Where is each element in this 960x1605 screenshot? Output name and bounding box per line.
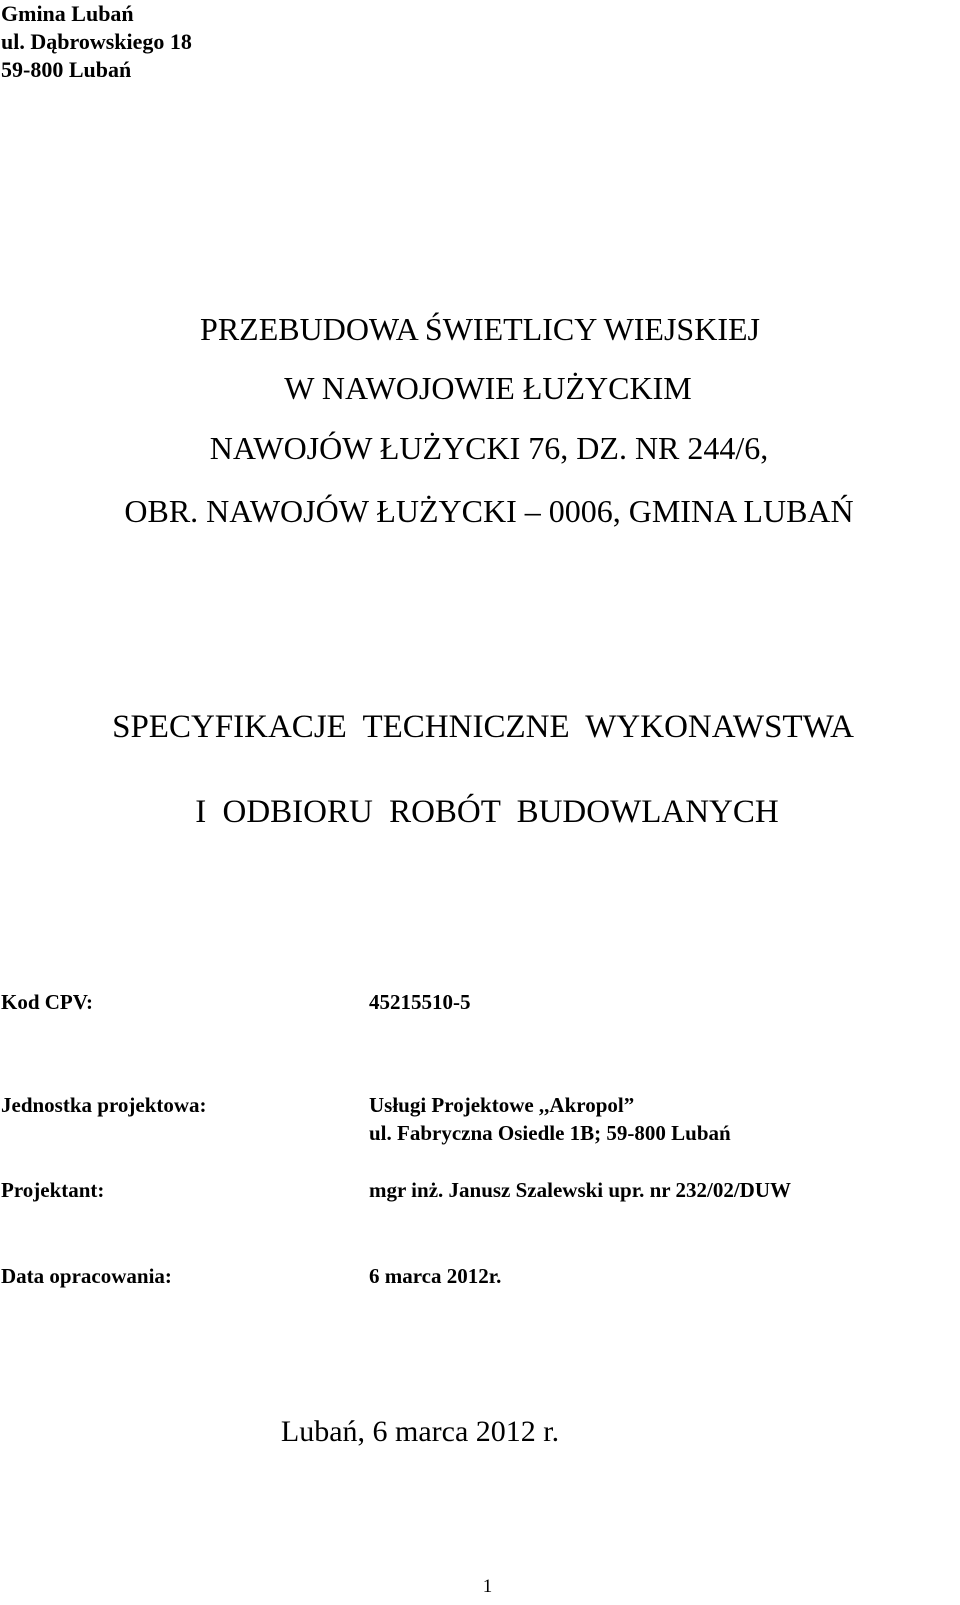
cpv-label: Kod CPV: (1, 990, 93, 1014)
date-value: 6 marca 2012r. (369, 1264, 502, 1288)
cpv-value: 45215510-5 (369, 990, 471, 1014)
address-line-2: ul. Dąbrowskiego 18 (1, 29, 192, 54)
date-label: Data opracowania: (1, 1264, 172, 1288)
title-line-4: OBR. NAWOJÓW ŁUŻYCKI – 0006, GMINA LUBAŃ (124, 493, 854, 529)
design-unit-label: Jednostka projektowa: (1, 1093, 207, 1117)
designer-value: mgr inż. Janusz Szalewski upr. nr 232/02/DUW (369, 1178, 791, 1202)
page-number: 1 (482, 1576, 493, 1597)
place-date: Lubań, 6 marca 2012 r. (280, 1415, 560, 1448)
title-line-1: PRZEBUDOWA ŚWIETLICY WIEJSKIEJ (200, 311, 760, 347)
address-line-1: Gmina Lubań (1, 1, 134, 26)
spec-heading-line-2: I ODBIORU ROBÓT BUDOWLANYCH (195, 794, 779, 830)
spec-heading-line-1: SPECYFIKACJE TECHNICZNE WYKONAWSTWA (112, 709, 854, 745)
design-unit-address: ul. Fabryczna Osiedle 1B; 59-800 Lubań (369, 1121, 731, 1145)
title-line-3: NAWOJÓW ŁUŻYCKI 76, DZ. NR 244/6, (209, 430, 769, 466)
address-line-3: 59-800 Lubań (1, 57, 132, 82)
design-unit-name: Usługi Projektowe ,,Akropol” (369, 1093, 635, 1117)
designer-label: Projektant: (1, 1178, 105, 1202)
title-line-2: W NAWOJOWIE ŁUŻYCKIM (284, 370, 692, 406)
